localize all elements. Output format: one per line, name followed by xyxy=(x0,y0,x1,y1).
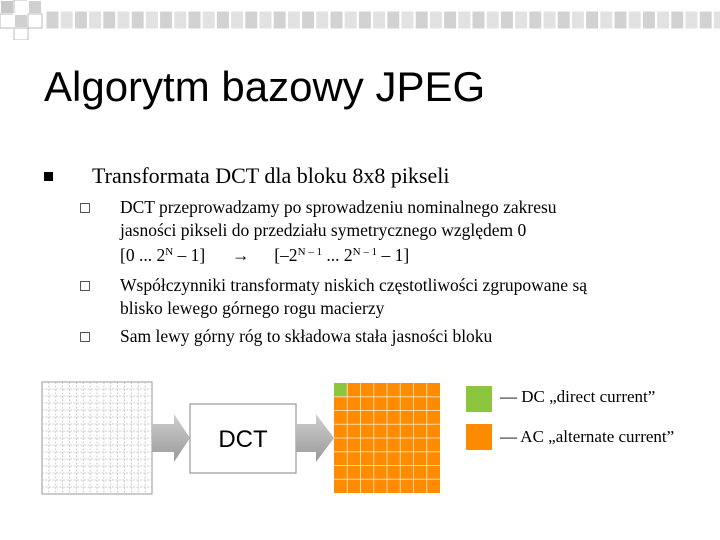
ac-legend-swatch xyxy=(466,424,492,450)
range-shifted-exponent-1: N – 1 xyxy=(297,246,323,258)
range-shifted-middle: ... 2 xyxy=(322,245,353,265)
decorative-strip-square xyxy=(529,11,542,29)
decorative-strip-square xyxy=(515,11,528,29)
decorative-strip-square xyxy=(302,11,315,29)
range-shifted-exponent-2: N – 1 xyxy=(352,246,378,258)
decorative-strip-square xyxy=(429,11,442,29)
decorative-strip-square xyxy=(685,11,698,29)
decorative-header-squares xyxy=(0,0,720,40)
arrow-to-dct xyxy=(152,414,190,462)
decorative-strip-square xyxy=(60,11,73,29)
main-bullet-marker xyxy=(44,172,53,181)
right-arrow-icon: → xyxy=(231,245,250,265)
arrow-to-coefficients xyxy=(296,414,334,462)
decorative-strip-square xyxy=(259,11,272,29)
decorative-strip-square xyxy=(387,11,400,29)
decorative-strip-square xyxy=(287,11,300,29)
decorative-strip-square xyxy=(571,11,584,29)
sub-bullet-2 xyxy=(120,274,690,319)
decorative-strip-square xyxy=(245,11,258,29)
decorative-strip-square xyxy=(103,11,116,29)
ac-legend-label: — AC „alternate current” xyxy=(500,427,675,446)
decorative-strip-square xyxy=(586,11,599,29)
sub-bullet-marker-2 xyxy=(80,281,90,291)
range-original-start: [0 ... 2 xyxy=(120,245,166,265)
decorative-strip-square xyxy=(657,11,670,29)
decorative-strip-square xyxy=(373,11,386,29)
decorative-strip-square xyxy=(216,11,229,29)
range-shifted-end: – 1] xyxy=(377,245,410,265)
decorative-strip-square xyxy=(600,11,613,29)
decorative-strip-square xyxy=(231,11,244,29)
range-original-end: – 1] xyxy=(173,245,206,265)
sub-bullet-2-line-1: Współczynniki transformaty niskich częstotliwości zgrupowane są xyxy=(120,275,588,295)
sub-bullet-2-line-2: blisko lewego górnego rogu macierzy xyxy=(120,297,385,318)
decorative-strip-square xyxy=(117,11,130,29)
decorative-strip-square xyxy=(174,11,187,29)
slide-title: Algorytm bazowy JPEG xyxy=(44,63,486,110)
sub-bullet-marker-1 xyxy=(80,203,90,213)
sub-bullet-marker-3 xyxy=(80,332,90,342)
decorative-strip-square xyxy=(358,11,371,29)
decorative-strip-square xyxy=(713,11,720,29)
decorative-strip-square xyxy=(628,11,641,29)
decorative-strip-square xyxy=(89,11,102,29)
decorative-strip-square xyxy=(415,11,428,29)
decorative-strip-square xyxy=(472,11,485,29)
decorative-strip-square xyxy=(500,11,513,29)
decorative-strip-square xyxy=(642,11,655,29)
decorative-strip-square xyxy=(458,11,471,29)
input-pixel-block xyxy=(42,382,152,494)
dc-legend-swatch xyxy=(466,386,492,412)
main-bullet-text: Transformata DCT dla bloku 8x8 pikseli xyxy=(92,163,450,188)
decorative-strip-square xyxy=(188,11,201,29)
sub-bullet-1-line-2: jasności pikseli do przedziału symetrycznego względem 0 xyxy=(120,219,527,240)
sub-bullet-3: Sam lewy górny róg to składowa stała jasności bloku xyxy=(120,326,493,346)
decorative-strip-square xyxy=(543,11,556,29)
sub-bullet-1-line-1: DCT przeprowadzamy po sprowadzeniu nominalnego zakresu xyxy=(120,197,557,217)
decorative-strip-square xyxy=(273,11,286,29)
decorative-strip-square xyxy=(344,11,357,29)
decorative-strip-square xyxy=(46,11,59,29)
decorative-strip-square xyxy=(316,11,329,29)
coefficient-block xyxy=(334,383,440,493)
decorative-strip-square xyxy=(401,11,414,29)
decorative-strip-square xyxy=(131,11,144,29)
decorative-strip-square xyxy=(74,11,87,29)
decorative-strip-square xyxy=(444,11,457,29)
sub-bullet-1 xyxy=(120,196,690,267)
dc-coefficient-cell xyxy=(334,383,347,397)
decorative-strip-square xyxy=(145,11,158,29)
decorative-strip-square xyxy=(486,11,499,29)
decorative-strip-square xyxy=(671,11,684,29)
dct-box-label: DCT xyxy=(218,426,268,453)
range-original-exponent: N xyxy=(165,246,174,258)
decorative-strip-square xyxy=(330,11,343,29)
decorative-strip-square xyxy=(699,11,712,29)
decorative-strip-square xyxy=(557,11,570,29)
dc-legend-label: — DC „direct current” xyxy=(500,387,656,406)
decorative-strip-square xyxy=(614,11,627,29)
decorative-strip-square xyxy=(160,11,173,29)
range-shifted-start: [–2 xyxy=(274,245,298,265)
sub-bullet-1-line-3 xyxy=(120,241,690,267)
decorative-strip-square xyxy=(202,11,215,29)
